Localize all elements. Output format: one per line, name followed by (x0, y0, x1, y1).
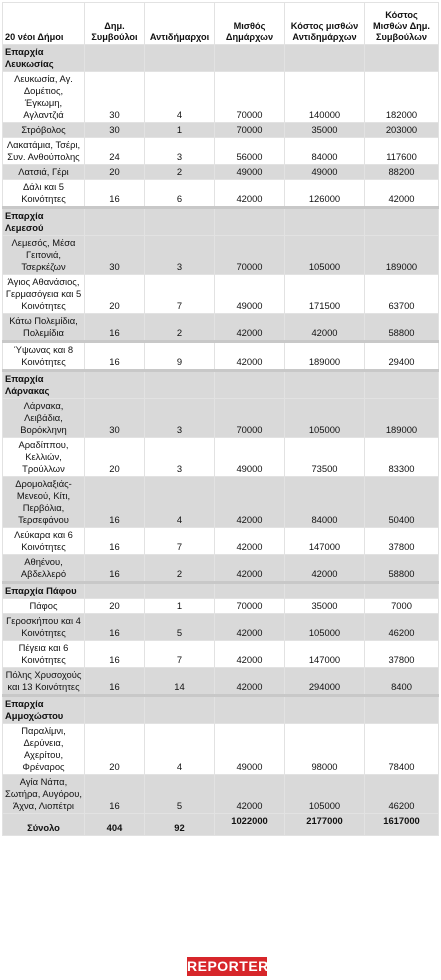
councillor-cost: 189000 (365, 236, 439, 275)
total-deputy-mayors-count: 92 (145, 814, 215, 836)
mayor-salary: 42000 (215, 668, 285, 696)
deputy-cost: 147000 (285, 641, 365, 668)
deputy-mayors-count: 4 (145, 72, 215, 123)
municipality-name: Λευκωσία, Αγ. Δομέτιος, Έγκωμη, Αγλαντζιά (3, 72, 85, 123)
empty-cell (85, 696, 145, 724)
header-municipalities: 20 νέοι Δήμοι (3, 3, 85, 45)
councillor-cost: 58800 (365, 314, 439, 342)
region-header-row (3, 208, 439, 236)
salary-table-sheet (2, 2, 438, 836)
empty-cell (215, 208, 285, 236)
mayor-salary: 49000 (215, 438, 285, 477)
table-row (3, 668, 439, 696)
councillor-cost: 8400 (365, 668, 439, 696)
total-councillors-count: 404 (85, 814, 145, 836)
table-row (3, 138, 439, 165)
deputy-cost: 189000 (285, 342, 365, 371)
councillors-count: 16 (85, 614, 145, 641)
councillors-count: 20 (85, 165, 145, 180)
councillors-count: 24 (85, 138, 145, 165)
deputy-cost: 140000 (285, 72, 365, 123)
municipality-name: Λατσιά, Γέρι (3, 165, 85, 180)
municipality-name: Γεροσκήπου και 4 Κοινότητες (3, 614, 85, 641)
mayor-salary: 70000 (215, 599, 285, 614)
municipality-name: Δρομολαξιάς-Μενεού, Κίτι, Περβόλια, Τερσεφάνου (3, 477, 85, 528)
table-row (3, 123, 439, 138)
municipality-name: Λεμεσός, Μέσα Γειτονιά, Τσερκέζων (3, 236, 85, 275)
empty-cell (285, 696, 365, 724)
deputy-cost: 84000 (285, 138, 365, 165)
region-name: Επαρχία Λευκωσίας (3, 45, 85, 72)
region-name: Επαρχία Λάρνακας (3, 371, 85, 399)
total-councillor-cost: 1617000 (365, 814, 439, 836)
deputy-mayors-count: 1 (145, 599, 215, 614)
table-row (3, 724, 439, 775)
deputy-mayors-count: 3 (145, 438, 215, 477)
municipality-name: Λεύκαρα και 6 Κοινότητες (3, 528, 85, 555)
deputy-cost: 105000 (285, 614, 365, 641)
mayor-salary: 70000 (215, 399, 285, 438)
councillors-count: 20 (85, 724, 145, 775)
deputy-cost: 105000 (285, 236, 365, 275)
reporter-logo: REPORTER (187, 958, 269, 974)
empty-cell (285, 583, 365, 599)
municipality-name: Αραδίππου, Κελλιών, Τρούλλων (3, 438, 85, 477)
empty-cell (215, 696, 285, 724)
councillors-count: 16 (85, 180, 145, 208)
empty-cell (145, 583, 215, 599)
empty-cell (85, 583, 145, 599)
mayor-salary: 42000 (215, 342, 285, 371)
deputy-mayors-count: 14 (145, 668, 215, 696)
empty-cell (285, 371, 365, 399)
empty-cell (215, 583, 285, 599)
councillor-cost: 203000 (365, 123, 439, 138)
councillor-cost: 117600 (365, 138, 439, 165)
councillor-cost: 37800 (365, 528, 439, 555)
deputy-cost: 294000 (285, 668, 365, 696)
region-header-row (3, 45, 439, 72)
councillors-count: 16 (85, 528, 145, 555)
councillors-count: 30 (85, 123, 145, 138)
region-header-row (3, 583, 439, 599)
councillor-cost: 50400 (365, 477, 439, 528)
empty-cell (215, 371, 285, 399)
total-deputy-cost: 2177000 (285, 814, 365, 836)
table-row (3, 477, 439, 528)
municipality-name: Παραλίμνι, Δερύνεια, Αχερίτου, Φρέναρος (3, 724, 85, 775)
councillor-cost: 29400 (365, 342, 439, 371)
mayor-salary: 49000 (215, 275, 285, 314)
deputy-mayors-count: 5 (145, 775, 215, 814)
empty-cell (145, 371, 215, 399)
empty-cell (365, 45, 439, 72)
region-name: Επαρχία Αμμοχώστου (3, 696, 85, 724)
empty-cell (145, 208, 215, 236)
councillor-cost: 58800 (365, 555, 439, 583)
empty-cell (145, 696, 215, 724)
councillors-count: 16 (85, 477, 145, 528)
mayor-salary: 42000 (215, 180, 285, 208)
deputy-mayors-count: 7 (145, 275, 215, 314)
mayor-salary: 42000 (215, 314, 285, 342)
municipalities-cost-table (2, 2, 439, 836)
deputy-mayors-count: 2 (145, 165, 215, 180)
councillor-cost: 78400 (365, 724, 439, 775)
municipality-name: Δάλι και 5 Κοινότητες (3, 180, 85, 208)
deputy-mayors-count: 3 (145, 138, 215, 165)
municipality-name: Αγία Νάπα, Σωτήρα, Αυγόρου, Άχνα, Λιοπέτρι (3, 775, 85, 814)
councillors-count: 30 (85, 72, 145, 123)
councillors-count: 20 (85, 275, 145, 314)
deputy-cost: 147000 (285, 528, 365, 555)
deputy-cost: 49000 (285, 165, 365, 180)
councillors-count: 30 (85, 399, 145, 438)
municipality-name: Κάτω Πολεμίδια, Πολεμίδια (3, 314, 85, 342)
councillors-count: 16 (85, 775, 145, 814)
councillor-cost: 46200 (365, 775, 439, 814)
empty-cell (285, 45, 365, 72)
region-header-row (3, 696, 439, 724)
councillor-cost: 83300 (365, 438, 439, 477)
deputy-mayors-count: 7 (145, 641, 215, 668)
councillor-cost: 7000 (365, 599, 439, 614)
total-label: Σύνολο (3, 814, 85, 836)
total-row (3, 814, 439, 836)
mayor-salary: 42000 (215, 641, 285, 668)
table-row (3, 641, 439, 668)
mayor-salary: 42000 (215, 528, 285, 555)
table-row (3, 314, 439, 342)
councillors-count: 16 (85, 641, 145, 668)
deputy-mayors-count: 2 (145, 555, 215, 583)
deputy-cost: 42000 (285, 555, 365, 583)
header-mayor-salary: Μισθός Δημάρχων (215, 3, 285, 45)
municipality-name: Πόλης Χρυσοχούς και 13 Κοινότητες (3, 668, 85, 696)
header-row (3, 3, 439, 45)
table-row (3, 342, 439, 371)
councillor-cost: 63700 (365, 275, 439, 314)
deputy-cost: 105000 (285, 775, 365, 814)
mayor-salary: 42000 (215, 477, 285, 528)
table-row (3, 399, 439, 438)
empty-cell (365, 371, 439, 399)
deputy-cost: 73500 (285, 438, 365, 477)
empty-cell (365, 583, 439, 599)
mayor-salary: 42000 (215, 614, 285, 641)
deputy-mayors-count: 7 (145, 528, 215, 555)
municipality-name: Λάρνακα, Λειβάδια, Βορόκληνη (3, 399, 85, 438)
deputy-cost: 84000 (285, 477, 365, 528)
councillors-count: 20 (85, 599, 145, 614)
table-row (3, 72, 439, 123)
municipality-name: Λακατάμια, Τσέρι, Συν. Ανθούπολης (3, 138, 85, 165)
deputy-mayors-count: 2 (145, 314, 215, 342)
councillor-cost: 182000 (365, 72, 439, 123)
header-councillors: Δημ. Συμβούλοι (85, 3, 145, 45)
deputy-mayors-count: 6 (145, 180, 215, 208)
deputy-mayors-count: 4 (145, 477, 215, 528)
total-mayor-salary: 1022000 (215, 814, 285, 836)
mayor-salary: 49000 (215, 165, 285, 180)
empty-cell (85, 45, 145, 72)
municipality-name: Πάφος (3, 599, 85, 614)
mayor-salary: 56000 (215, 138, 285, 165)
councillors-count: 16 (85, 342, 145, 371)
deputy-cost: 35000 (285, 123, 365, 138)
mayor-salary: 42000 (215, 775, 285, 814)
councillors-count: 20 (85, 438, 145, 477)
table-row (3, 614, 439, 641)
empty-cell (215, 45, 285, 72)
municipality-name: Πέγεια και 6 Κοινότητες (3, 641, 85, 668)
councillors-count: 30 (85, 236, 145, 275)
mayor-salary: 42000 (215, 555, 285, 583)
region-name: Επαρχία Λεμεσού (3, 208, 85, 236)
table-row (3, 275, 439, 314)
table-row (3, 599, 439, 614)
deputy-mayors-count: 3 (145, 399, 215, 438)
table-row (3, 555, 439, 583)
deputy-cost: 105000 (285, 399, 365, 438)
deputy-mayors-count: 3 (145, 236, 215, 275)
mayor-salary: 70000 (215, 72, 285, 123)
deputy-cost: 98000 (285, 724, 365, 775)
municipality-name: Στρόβολος (3, 123, 85, 138)
empty-cell (285, 208, 365, 236)
table-row (3, 165, 439, 180)
deputy-cost: 171500 (285, 275, 365, 314)
councillors-count: 16 (85, 668, 145, 696)
header-councillor-cost: Κόστος Μισθών Δημ. Συμβούλων (365, 3, 439, 45)
councillors-count: 16 (85, 555, 145, 583)
deputy-cost: 126000 (285, 180, 365, 208)
table-row (3, 528, 439, 555)
region-header-row (3, 371, 439, 399)
table-row (3, 775, 439, 814)
councillor-cost: 88200 (365, 165, 439, 180)
deputy-mayors-count: 4 (145, 724, 215, 775)
deputy-cost: 35000 (285, 599, 365, 614)
councillors-count: 16 (85, 314, 145, 342)
header-deputy-mayors: Αντιδήμαρχοι (145, 3, 215, 45)
councillor-cost: 37800 (365, 641, 439, 668)
councillor-cost: 42000 (365, 180, 439, 208)
deputy-cost: 42000 (285, 314, 365, 342)
empty-cell (145, 45, 215, 72)
header-deputy-cost: Κόστος μισθών Αντιδημάρχων (285, 3, 365, 45)
mayor-salary: 49000 (215, 724, 285, 775)
municipality-name: Άγιος Αθανάσιος, Γερμασόγεια και 5 Κοινότητες (3, 275, 85, 314)
councillor-cost: 189000 (365, 399, 439, 438)
table-row (3, 180, 439, 208)
empty-cell (85, 208, 145, 236)
mayor-salary: 70000 (215, 123, 285, 138)
empty-cell (365, 208, 439, 236)
empty-cell (85, 371, 145, 399)
councillor-cost: 46200 (365, 614, 439, 641)
deputy-mayors-count: 5 (145, 614, 215, 641)
table-row (3, 236, 439, 275)
mayor-salary: 70000 (215, 236, 285, 275)
municipality-name: Ύψωνας και 8 Κοινότητες (3, 342, 85, 371)
municipality-name: Αθηένου, Αβδελλερό (3, 555, 85, 583)
empty-cell (365, 696, 439, 724)
table-row (3, 438, 439, 477)
deputy-mayors-count: 1 (145, 123, 215, 138)
deputy-mayors-count: 9 (145, 342, 215, 371)
region-name: Επαρχία Πάφου (3, 583, 85, 599)
